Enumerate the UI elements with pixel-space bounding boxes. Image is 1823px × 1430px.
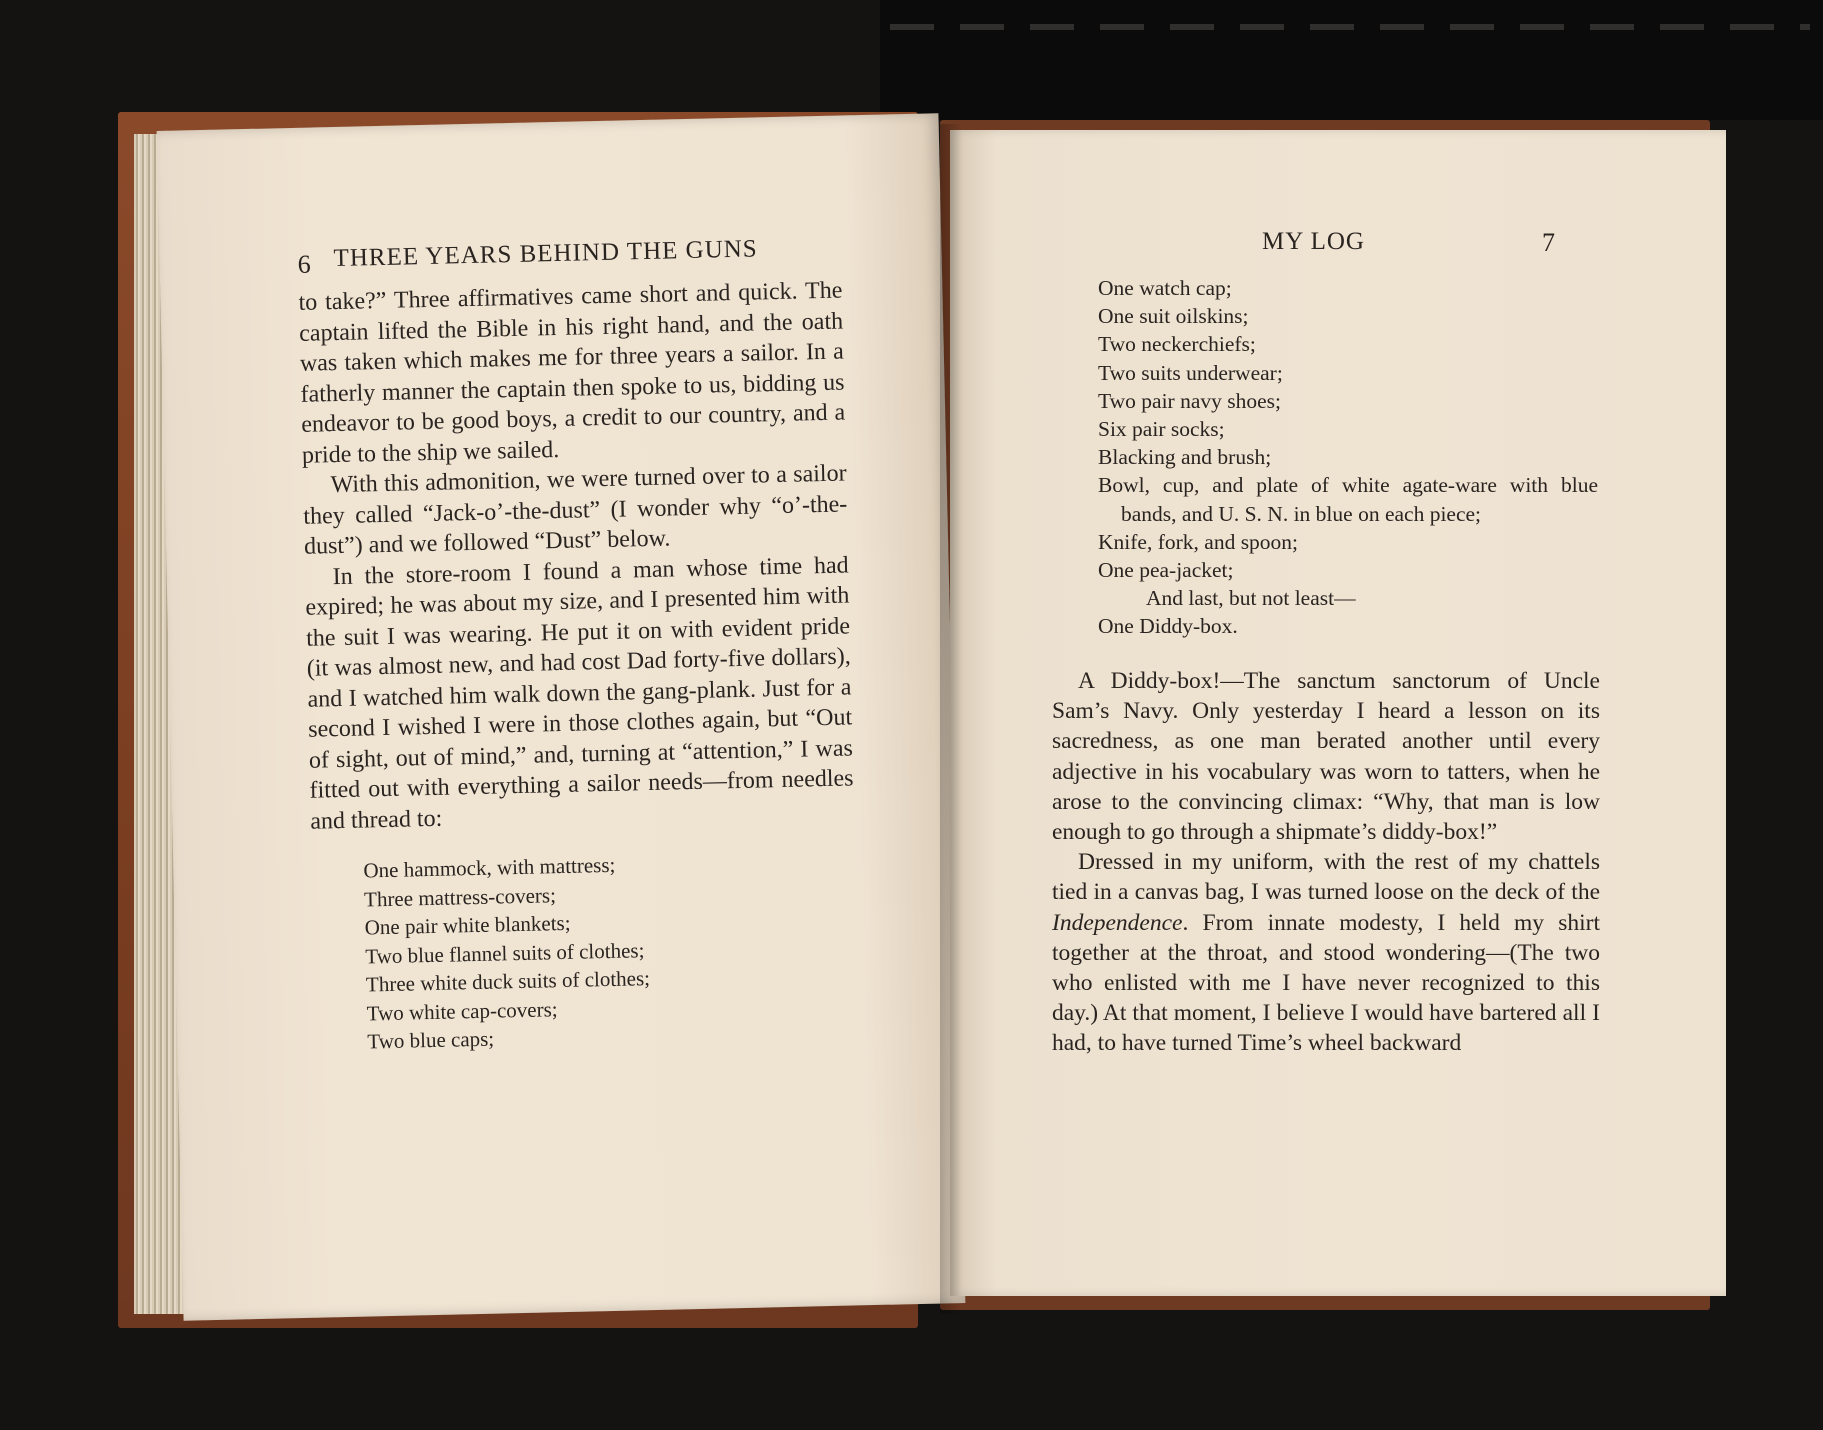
paragraph-text: Dressed in my uniform, with the rest of my chattels tied in a canvas bag, I was turned loose on the deck of the (1052, 849, 1600, 906)
paragraph: A Diddy-box!—The sanctum sanctorum of Uncle Sam’s Navy. Only yesterday I heard a lesson on its sacredness, as one man berated another until every adjective in his vocabulary was worn to tatters, when he arose to the convincing climax: “Why, that man is low enough to go through a shipmate’s diddy-box!” (1052, 668, 1600, 846)
background-dark-strip (880, 0, 1823, 120)
body-text (1052, 666, 1600, 1059)
list-item: Bowl, cup, and plate of white agate-ware with blue bands, and U. S. N. in blue on each piece; (1098, 473, 1598, 526)
list-item: And last, but not least— (1146, 586, 1356, 611)
list-item: Two blue flannel suits of clothes; (365, 937, 645, 968)
page-number: 6 (297, 249, 311, 279)
list-item: One pea-jacket; (1098, 558, 1234, 583)
list-item: Two pair navy shoes; (1098, 388, 1282, 413)
list-item: Blacking and brush; (1098, 445, 1272, 470)
list-item: Two neckerchiefs; (1098, 332, 1256, 357)
ship-name: Independence (1052, 909, 1183, 936)
paragraph-text: . From innate modesty, I held my shirt together at the throat, and stood wondering—(The two who enlisted with me I have never recognized to this day.) At that moment, I believe I would have bartered all I had, to have turned Time’s wheel backward (1052, 909, 1600, 1057)
equipment-list (363, 847, 787, 1056)
background-dash-pattern (890, 24, 1810, 30)
list-item: Three white duck suits of clothes; (365, 966, 651, 997)
paragraph (1052, 847, 1600, 1058)
body-text (298, 276, 854, 837)
running-head: THREE YEARS BEHIND THE GUNS (333, 235, 758, 273)
list-item: One pair white blankets; (364, 910, 571, 940)
list-item: Two blue caps; (367, 1026, 495, 1054)
paragraph: In the store-room I found a man whose time had expired; he was about my size, and I presented him with the suit I was wearing. He put it on with evident pride (it was almost new, and had cost Dad forty-five dollars), and I watched him walk down the gang-plank. Just for a second I wished I were in those clothes again, but “Out of sight, out of mind,” and, turning at “attention,” I was fitted out with everything a sailor needs—from needles and thread to: (305, 551, 854, 835)
list-item: Three mattress-covers; (363, 882, 557, 912)
right-page (950, 130, 1726, 1296)
list-item: Two white cap-covers; (366, 996, 558, 1025)
list-item: One watch cap; (1098, 276, 1232, 300)
page-number: 7 (1542, 228, 1555, 257)
list-item: Two suits underwear; (1098, 360, 1283, 385)
list-item: Six pair socks; (1098, 417, 1225, 442)
list-item: One Diddy-box. (1098, 614, 1238, 639)
running-head: MY LOG (1262, 228, 1365, 255)
equipment-list (1098, 274, 1598, 641)
list-item: Knife, fork, and spoon; (1098, 529, 1299, 554)
list-item: One hammock, with mattress; (363, 852, 616, 883)
book-gutter (940, 124, 962, 1314)
paragraph: to take?” Three affirmatives came short and quick. The captain lifted the Bible in his right hand, and the oath was taken which makes me for three years a sailor. In a fatherly manner the captain then spoke to us, bidding us endeavor to be good boys, a credit to our country, and a pride to the ship we sailed. (298, 277, 846, 469)
list-item: One suit oilskins; (1098, 304, 1249, 329)
left-page (157, 113, 966, 1320)
paragraph: With this admonition, we were turned over to a sailor they called “Jack-o’-the-dust” (I wonder why “o’-the-dust”) and we followed “Dust” below. (303, 460, 848, 560)
